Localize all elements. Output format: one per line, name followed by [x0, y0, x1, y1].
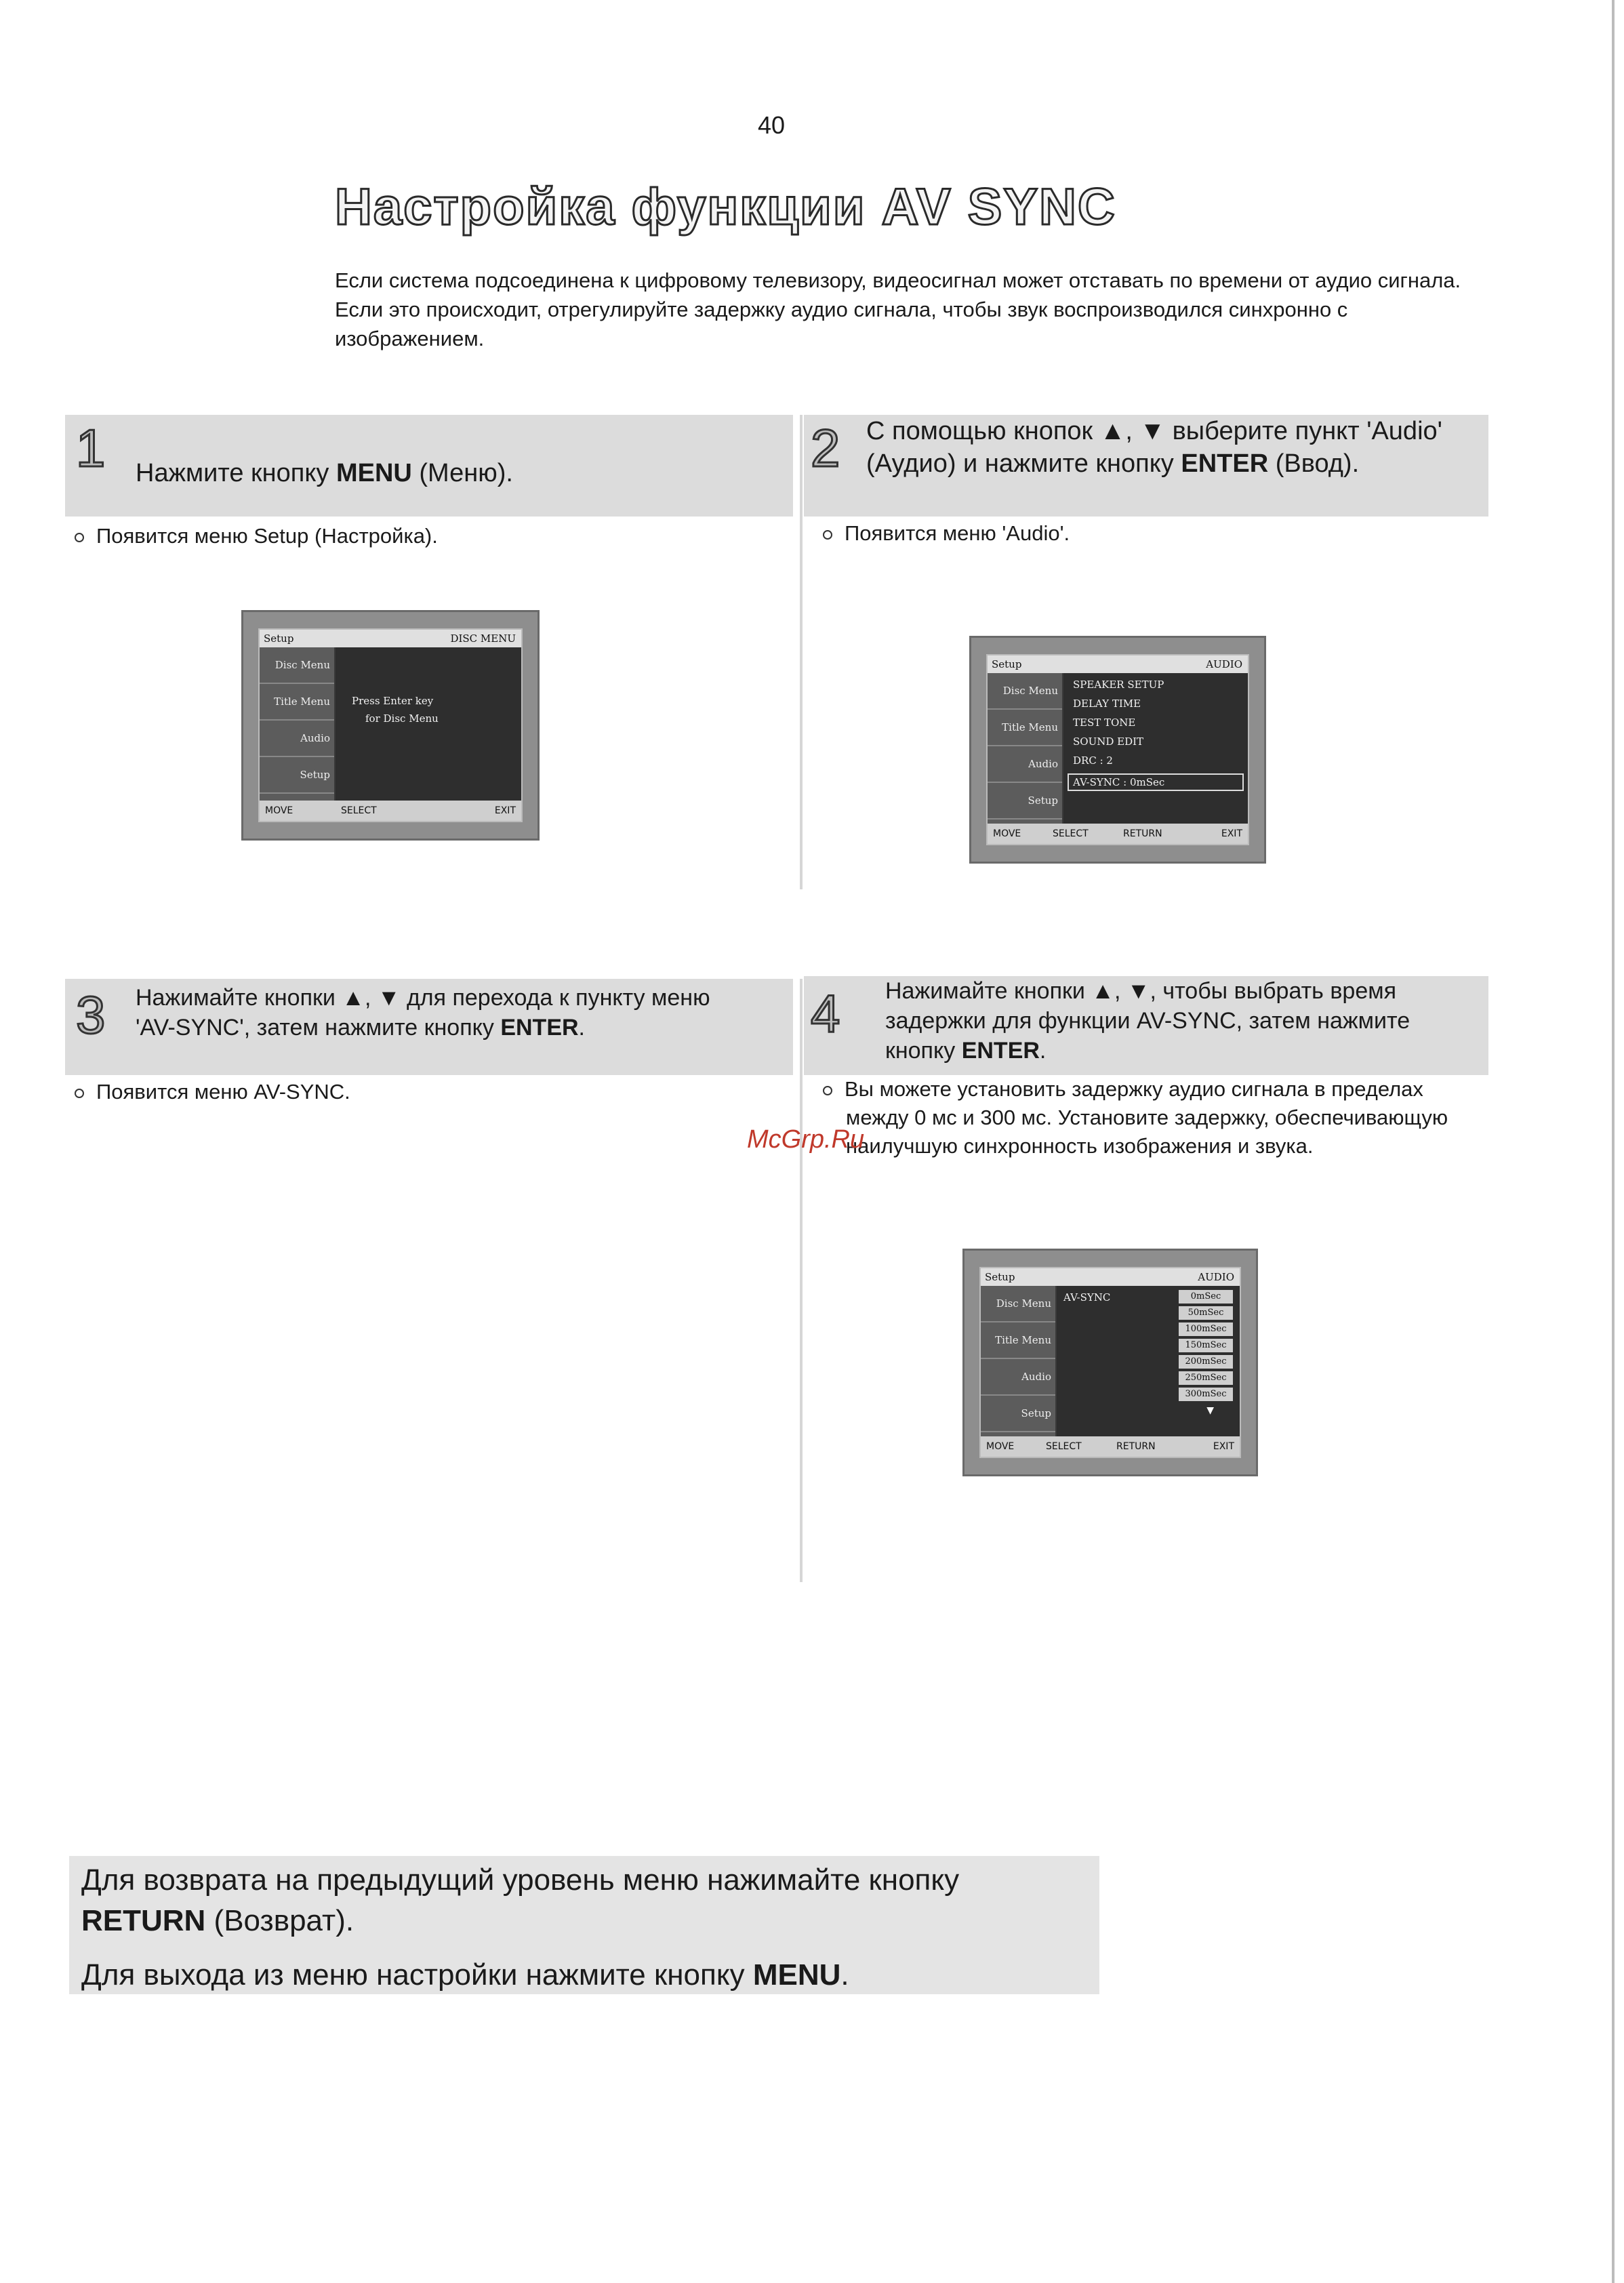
step-2-bullet-text: Появится меню 'Audio'. [845, 521, 1070, 545]
screen-side-item: Setup [260, 757, 334, 794]
step-2-text-end: (Ввод). [1268, 449, 1360, 478]
step-1-bullet-text: Появится меню Setup (Настройка). [96, 524, 438, 548]
delay-option: 100mSec [1179, 1322, 1233, 1336]
step-4-instruction [885, 976, 1482, 1066]
step-4-bullet [823, 1075, 1483, 1160]
screen-line: SOUND EDIT [1073, 735, 1144, 748]
screen-tab-setup: Setup [992, 658, 1022, 670]
screen-side-item: Title Menu [981, 1322, 1055, 1359]
footer-text-end: (Возврат). [205, 1904, 354, 1937]
screen-side-item: Audio [988, 746, 1062, 783]
screen-tab-title: AUDIO [1206, 658, 1242, 670]
screen-line: DELAY TIME [1073, 698, 1141, 710]
step-4-text-end: . [1039, 1038, 1047, 1064]
screen-hint: RETURN [1123, 828, 1162, 839]
screen-line-selected: AV-SYNC : 0mSec [1068, 773, 1244, 791]
av-sync-menu-screenshot [962, 1249, 1258, 1476]
screen-hint: SELECT [341, 805, 377, 816]
screen-side-item: Audio [260, 721, 334, 757]
scan-edge-rule [1612, 0, 1615, 2283]
step-3-instruction [136, 983, 746, 1043]
screen-tab-setup: Setup [264, 632, 294, 645]
screen-side-item: Title Menu [260, 684, 334, 721]
setup-menu-screenshot [241, 610, 540, 841]
screen-side-item: Disc Menu [981, 1286, 1055, 1322]
page-number: 40 [758, 111, 786, 139]
step-3-text-end: . [578, 1015, 585, 1041]
column-divider [800, 979, 803, 1582]
delay-option: 50mSec [1179, 1306, 1233, 1320]
screen-side-item: Title Menu [988, 710, 1062, 746]
screen-hint: SELECT [1053, 828, 1089, 839]
screen-line: for Disc Menu [365, 712, 439, 725]
delay-option: 150mSec [1179, 1339, 1233, 1352]
screen-side-item: Setup [981, 1396, 1055, 1432]
step-3-bullet [75, 1078, 779, 1106]
footer-line-menu [81, 1955, 1084, 1996]
screen-tab-title: DISC MENU [450, 632, 516, 645]
step-1-text: Нажмите кнопку [136, 459, 336, 487]
screen-line: Press Enter key [352, 695, 434, 707]
screen-hint: EXIT [1221, 828, 1242, 839]
step-1-number: 1 [76, 418, 106, 478]
screen-line: SPEAKER SETUP [1073, 679, 1164, 691]
delay-option: 300mSec [1179, 1388, 1233, 1401]
column-divider [800, 415, 803, 889]
screen-side-item: Setup [988, 783, 1062, 820]
step-2-text: С помощью кнопок ▲, ▼ выберите пункт 'Audio' (Аудио) и нажмите кнопку [866, 417, 1442, 478]
delay-option-selected: 0mSec [1179, 1290, 1233, 1304]
step-2-bullet [823, 519, 1474, 548]
bullet-icon [823, 530, 832, 540]
screen-line: TEST TONE [1073, 716, 1136, 729]
screen-hint: EXIT [1213, 1441, 1234, 1452]
step-2-number: 2 [811, 418, 840, 478]
step-3-bullet-text: Появится меню AV-SYNC. [96, 1080, 350, 1104]
bullet-icon [823, 1086, 832, 1095]
screen-line: DRC : 2 [1073, 754, 1113, 767]
delay-option: 250mSec [1179, 1371, 1233, 1385]
step-4-number: 4 [811, 984, 840, 1043]
step-2-key: ENTER [1181, 449, 1269, 478]
step-1-text-end: (Меню). [411, 459, 513, 487]
screen-hint: EXIT [494, 805, 516, 816]
step-3-number: 3 [76, 985, 106, 1045]
screen-tab-setup: Setup [985, 1271, 1015, 1283]
audio-menu-screenshot [969, 636, 1266, 864]
step-4-key: ENTER [961, 1038, 1040, 1064]
step-1-bullet [75, 522, 779, 550]
step-1-key: MENU [336, 459, 412, 487]
footer-line-return [81, 1860, 1084, 1941]
footer-text: Для возврата на предыдущий уровень меню нажимайте кнопку [81, 1863, 960, 1897]
watermark: McGrp.Ru [747, 1125, 865, 1154]
step-3-key: ENTER [500, 1015, 579, 1041]
page-title: Настройка функции AV SYNC [335, 178, 1116, 236]
screen-tab-title: AUDIO [1198, 1271, 1234, 1283]
screen-hint: SELECT [1046, 1441, 1082, 1452]
screen-side-item: Audio [981, 1359, 1055, 1396]
bullet-icon [75, 533, 84, 542]
step-2-instruction [866, 415, 1476, 480]
screen-hint: MOVE [993, 828, 1021, 839]
screen-hint: MOVE [986, 1441, 1015, 1452]
step-3-text: Нажимайте кнопки ▲, ▼ для перехода к пункту меню 'AV-SYNC', затем нажмите кнопку [136, 985, 710, 1041]
step-4-text: Нажимайте кнопки ▲, ▼, чтобы выбрать время задержки для функции AV-SYNC, затем нажмите кнопку [885, 978, 1410, 1064]
screen-hint: RETURN [1116, 1441, 1156, 1452]
footer-key: RETURN [81, 1904, 206, 1937]
bullet-icon [75, 1089, 84, 1098]
screen-line: AV-SYNC [1063, 1291, 1111, 1304]
delay-option: 200mSec [1179, 1355, 1233, 1369]
screen-side-item: Disc Menu [988, 673, 1062, 710]
scroll-down-arrow-icon: ▼ [1206, 1405, 1214, 1416]
step-4-bullet-text: Вы можете установить задержку аудио сигнала в пределах между 0 мс и 300 мс. Установите задержку, обеспечивающую наилучшую синхронность изображения и звука. [845, 1077, 1448, 1158]
intro-paragraph: Если система подсоединена к цифровому телевизору, видеосигнал может отставать по времени от аудио сигнала. Если это происходит, отрегулируйте задержку аудио сигнала, чтобы звук воспроизводился синхронно с изображением. [335, 268, 1461, 350]
step-1-instruction [136, 457, 779, 489]
screen-side-item: Disc Menu [260, 647, 334, 684]
footer-key: MENU [752, 1958, 841, 1992]
footer-text-end: . [840, 1958, 849, 1992]
footer-text: Для выхода из меню настройки нажмите кнопку [81, 1958, 753, 1992]
screen-hint: MOVE [265, 805, 293, 816]
